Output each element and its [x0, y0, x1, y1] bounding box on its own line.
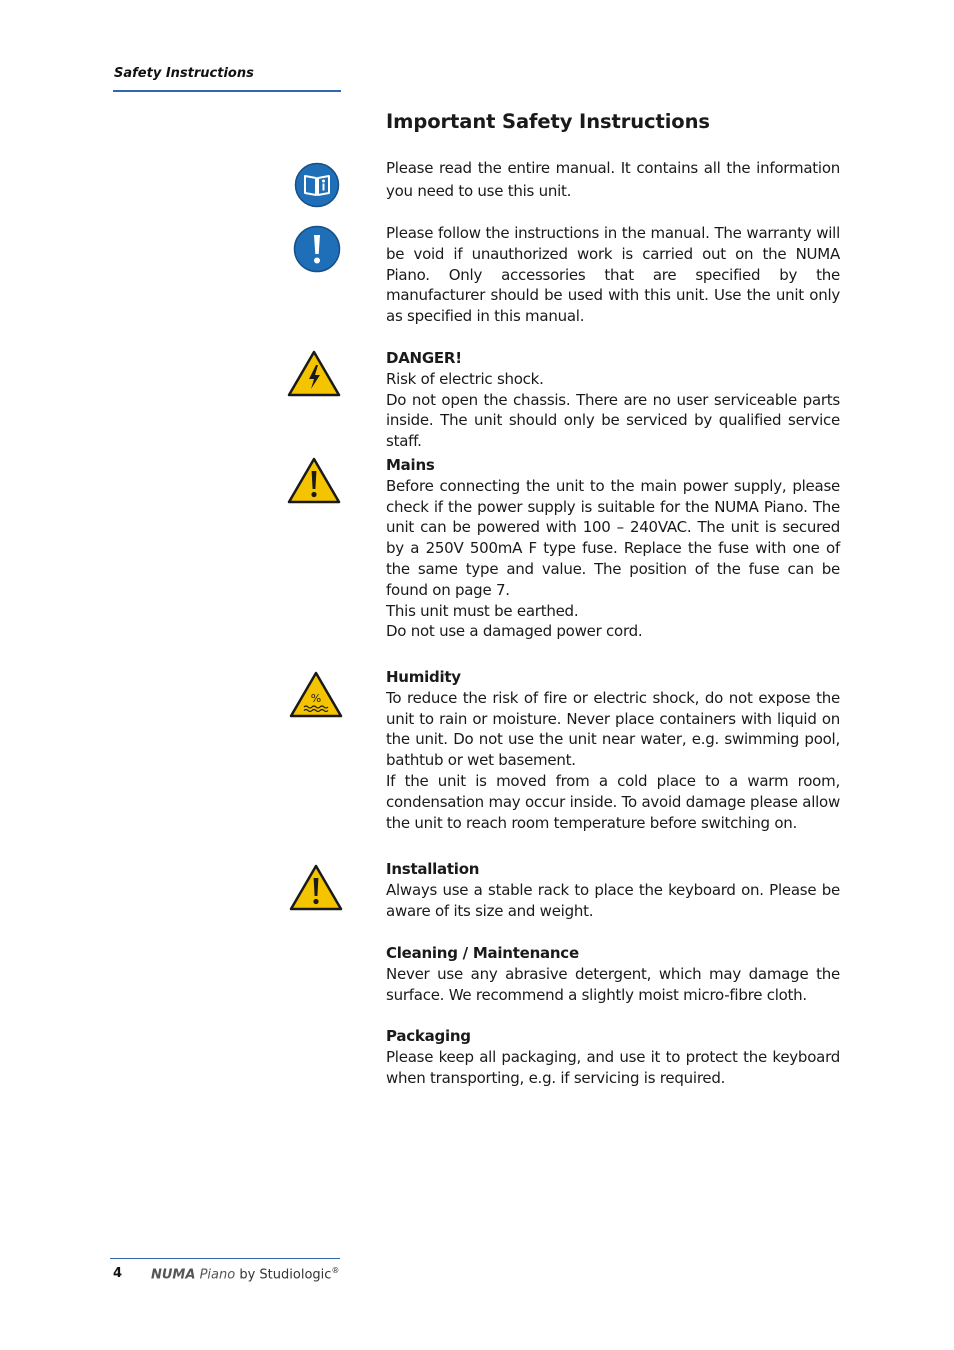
humidity-heading: Humidity: [386, 668, 461, 686]
mains-heading: Mains: [386, 456, 435, 474]
packaging-section: [386, 1026, 840, 1088]
cleaning-section: [386, 943, 840, 1005]
packaging-heading: Packaging: [386, 1027, 471, 1045]
mains-cord-text: Do not use a damaged power cord.: [386, 622, 643, 641]
packaging-text: Please keep all packaging, and use it to protect the keyboard when transporting, e.g. if servicing is required.: [386, 1047, 840, 1087]
general-warning-icon: [287, 457, 341, 505]
danger-text: Do not open the chassis. There are no user serviceable parts inside. The unit should only be serviced by qualified service staff.: [386, 390, 840, 451]
read-manual-section: [386, 157, 840, 203]
footer-brand: [151, 1266, 339, 1282]
registered-mark: ®: [331, 1266, 340, 1275]
page-number-text: 4: [113, 1266, 123, 1281]
follow-instructions-text: Please follow the instructions in the manual. The warranty will be void if unauthorized work is carried out on the NUMA Piano. Only accessories that are specified by the manufacturer should be used with this unit. Use the unit only as specified in this manual.: [386, 224, 840, 326]
follow-instructions-section: [386, 223, 840, 327]
installation-heading: Installation: [386, 860, 480, 878]
humidity-warning-icon: [289, 671, 343, 719]
mains-earthed-text: This unit must be earthed.: [386, 601, 579, 620]
read-manual-text: Please read the entire manual. It contains all the information you need to use this unit.: [386, 159, 840, 200]
mains-text: Before connecting the unit to the main power supply, please check if the power supply is suitable for the NUMA Piano. The unit can be powered with 100 – 240VAC. The unit is secured by a 250V 500mA F type fuse. Replace the fuse with one of the same type and value. The position of the fuse can be found on page 7.: [386, 476, 840, 599]
danger-line: Risk of electric shock.: [386, 369, 544, 388]
page-title: Important Safety Instructions: [386, 110, 710, 133]
cleaning-text: Never use any abrasive detergent, which may damage the surface. We recommend a slightly moist micro-fibre cloth.: [386, 964, 840, 1004]
danger-heading: DANGER!: [386, 349, 462, 367]
humidity-condensation-text: If the unit is moved from a cold place to a warm room, condensation may occur inside. To avoid damage please allow the unit to reach room temperature before switching on.: [386, 771, 840, 832]
header-rule: [113, 90, 341, 92]
footer-by-text: by Studiologic: [239, 1267, 332, 1283]
danger-section: [386, 348, 840, 452]
humidity-text: To reduce the risk of fire or electric shock, do not expose the unit to rain or moisture. Never place containers with liquid on the unit. Do not use the unit near water, e.g. swimming pool, bathtub or wet basement.: [386, 688, 840, 770]
manual-info-icon: [294, 162, 340, 208]
footer-product-name: Piano: [199, 1267, 236, 1283]
footer-brand-name: NUMA: [151, 1267, 196, 1283]
humidity-section: [386, 667, 840, 833]
general-warning-icon: [289, 864, 343, 912]
page-number: [113, 1266, 122, 1281]
footer-rule: [110, 1258, 340, 1259]
running-header: Safety Instructions: [114, 66, 254, 81]
humidity-glyph: %: [310, 692, 322, 705]
installation-text: Always use a stable rack to place the keyboard on. Please be aware of its size and weight.: [386, 880, 840, 920]
exclamation-icon: [293, 225, 341, 273]
mains-section: [386, 455, 840, 642]
electric-shock-warning-icon: [287, 350, 341, 398]
cleaning-heading: Cleaning / Maintenance: [386, 944, 579, 962]
installation-section: [386, 859, 840, 921]
